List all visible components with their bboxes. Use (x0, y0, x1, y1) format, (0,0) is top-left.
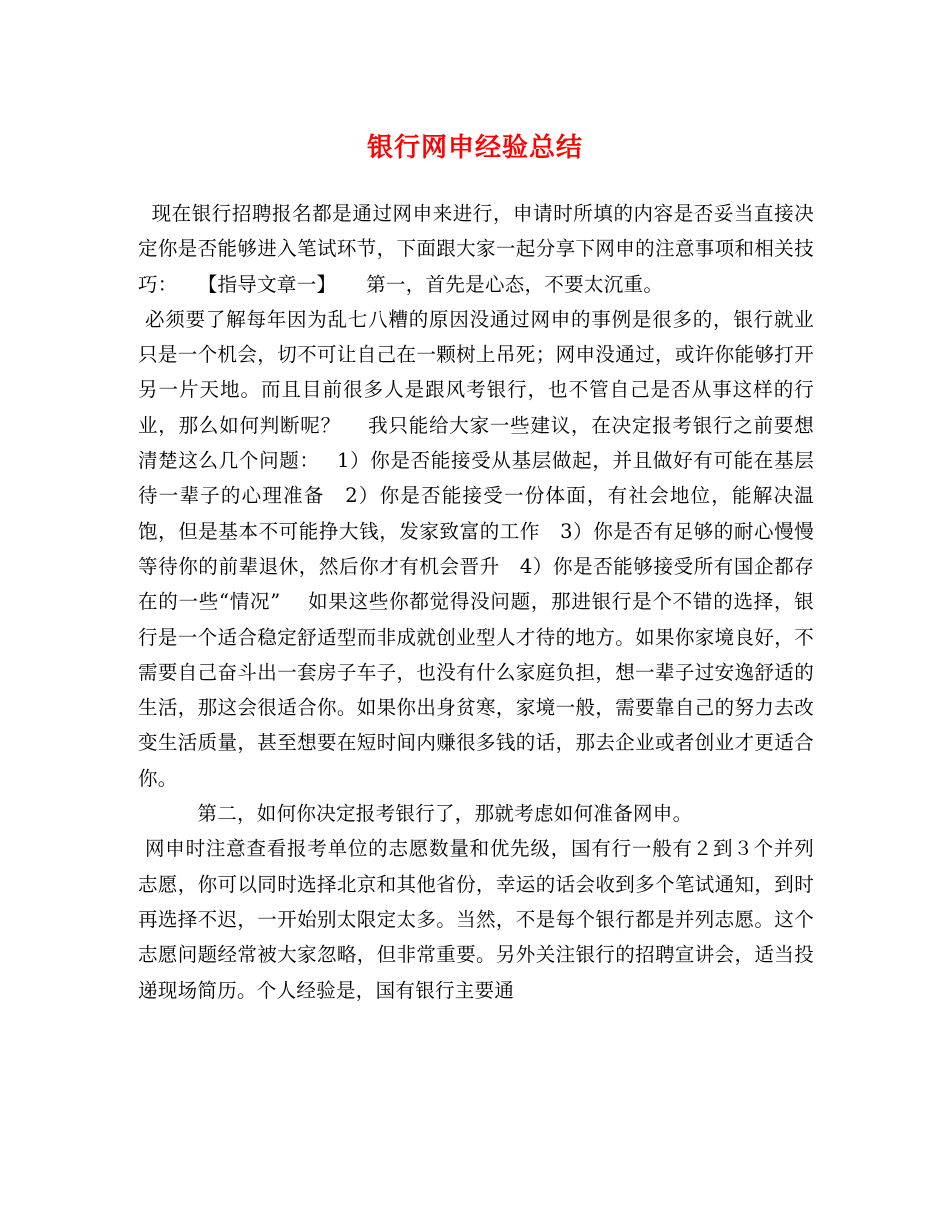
document-title: 银行网申经验总结 (366, 133, 583, 163)
paragraph-intro: 现在银行招聘报名都是通过网申来进行，申请时所填的内容是否妥当直接决定你是否能够进入笔试环节，下面跟大家一起分享下网申的注意事项和相关技巧： 【指导文章一】 第一，首先是心态，不要太沉重。 (138, 202, 814, 296)
paragraph-mindset: 必须要了解每年因为乱七八糟的原因没通过网申的事例是很多的，银行就业只是一个机会，切不可让自己在一颗树上吊死；网申没通过，或许你能够打开另一片天地。而且目前很多人是跟风考银行，也不管自己是否从事这样的行业，那么如何判断呢？ 我只能给大家一些建议，在决定报考银行之前要想清楚这么几个问题： 1）你是否能接受从基层做起，并且做好有可能在基层待一辈子的心理准备 2）你是否能接受一份体面，有社会地位，能解决温饱，但是基本不可能挣大钱，发家致富的工作 3）你是否有足够的耐心慢慢等待你的前辈退休，然后你才有机会晋升 4）你是否能够接受所有国企都存在的一些“情况” 如果这些你都觉得没问题，那进银行是个不错的选择，银行是一个适合稳定舒适型而非成就创业型人才待的地方。如果你家境良好，不需要自己奋斗出一套房子车子，也没有什么家庭负担，想一辈子过安逸舒适的生活，那这会很适合你。如果你出身贫寒，家境一般，需要靠自己的努力去改变生活质量，甚至想要在短时间内赚很多钱的话，那去企业或者创业才更适合你。 (138, 307, 815, 790)
paragraph-application-tips: 网申时注意查看报考单位的志愿数量和优先级，国有行一般有２到３个并列志愿，你可以同时选择北京和其他省份，幸运的话会收到多个笔试通知，到时再选择不迟，一开始别太限定太多。当然，不是每个银行都是并列志愿。这个志愿问题经常被大家忽略，但非常重要。另外关注银行的招聘宣讲会，适当投递现场简历。个人经验是，国有银行主要通 (138, 837, 815, 1002)
paragraph-second-point: 第二，如何你决定报考银行了，那就考虑如何准备网申。 (138, 802, 693, 826)
document-body (138, 196, 814, 1008)
